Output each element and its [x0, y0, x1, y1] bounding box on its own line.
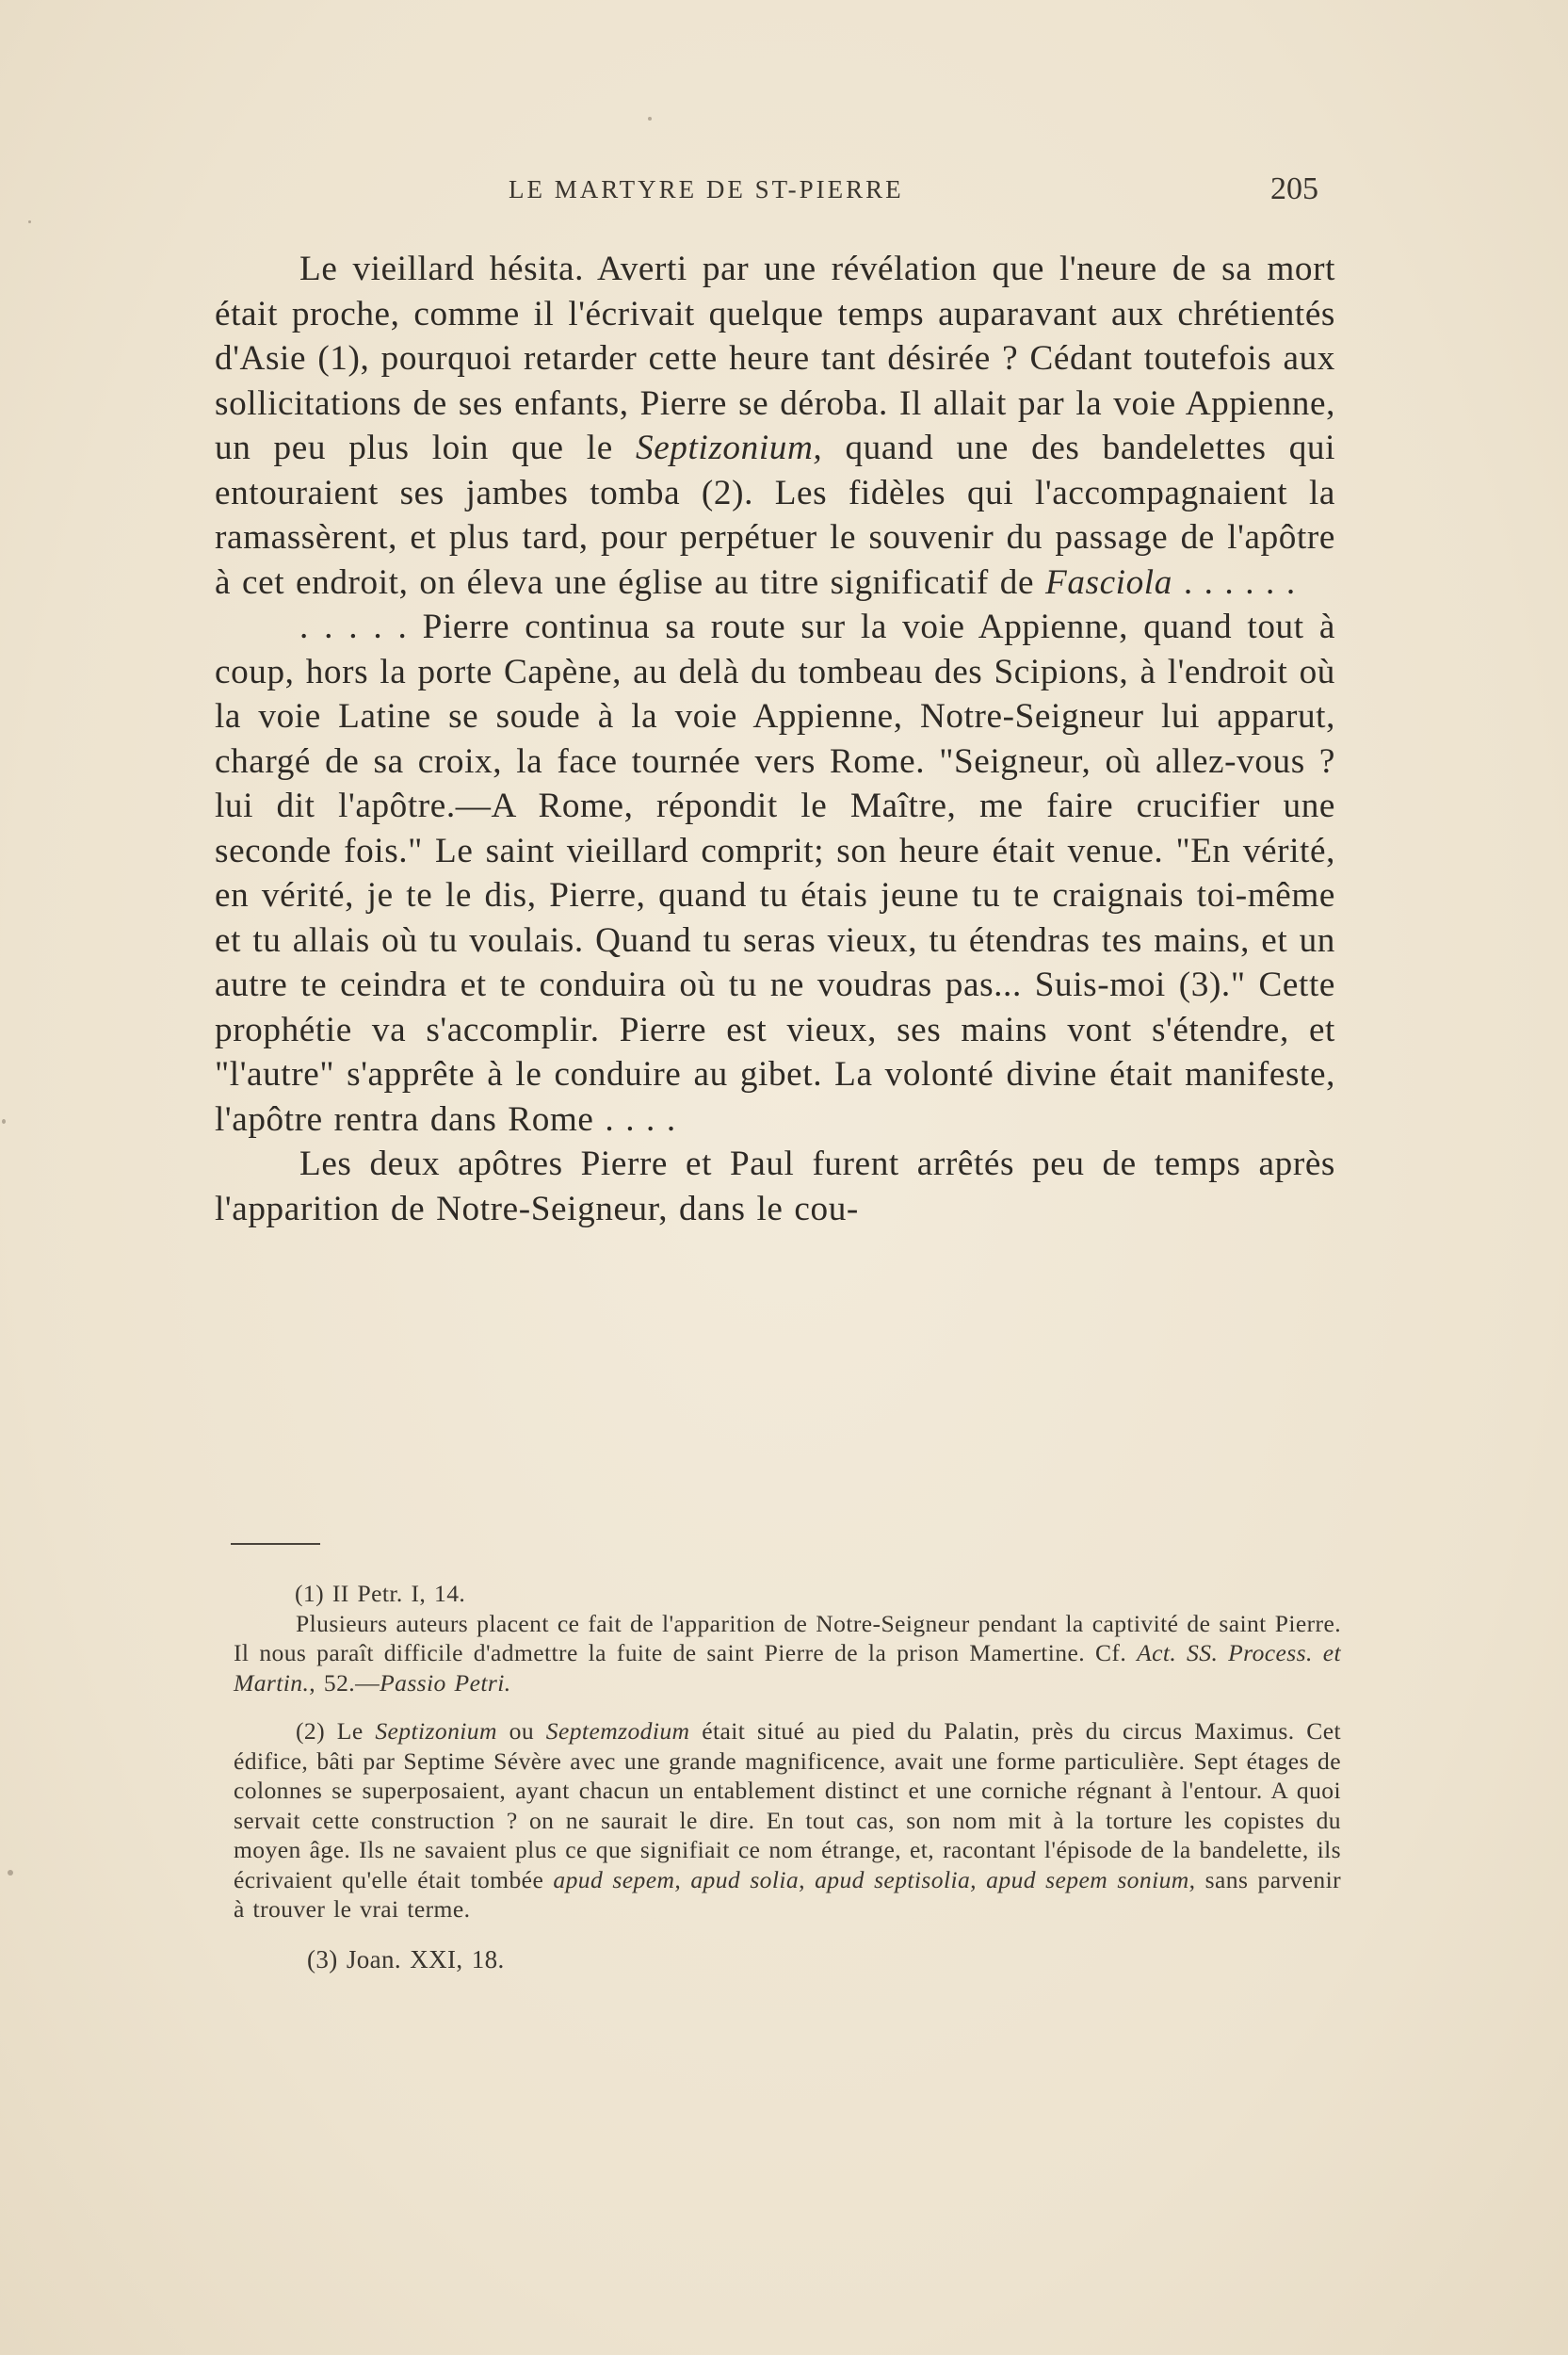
paragraph-1-text-a: Le vieillard hésita. Averti par une révélation que l'neure de sa mort était proche, comme il l'écrivait quelque temps auparavant aux chrétientés d'Asie (1), pourquoi retarder cette heure tant désirée ? Cédant toutefois aux sollicitations de ses enfants, Pierre se déroba. Il allait par la voie Appienne, un peu plus loin que le — [215, 250, 1335, 467]
footnote-3: (3) Joan. XXI, 18. — [307, 1944, 505, 1973]
footnote-1-text-a: Plusieurs auteurs placent ce fait de l'apparition de Notre-Seigneur pendant la captivité de saint Pierre. Il nous paraît difficile d'admettre la fuite de saint Pierre de la prison Mamertine. Cf. — [234, 1609, 1341, 1666]
footnotes — [234, 1579, 1341, 1974]
footnote-2-text-b: ou — [496, 1717, 546, 1745]
running-head: LE MARTYRE DE ST-PIERRE — [509, 175, 904, 203]
paper-speck — [28, 220, 31, 223]
footnote-rule — [231, 1543, 320, 1545]
paragraph-1-italic-fasciola: Fasciola — [1045, 562, 1172, 602]
page-header — [217, 171, 1328, 213]
footnote-2-text-c: était situé au pied du Palatin, près du circus Maximus. Cet édifice, bâti par Septime Sévère avec une grande magnificence, avait une forme particulière. Sept étages de colonnes se superposaient, ayant chacun un entablement distinct et une corniche régnant à l'entour. A quoi servait cette construction ? on ne saurait le dire. En tout cas, son nom mit à la torture les copistes du moyen âge. Ils ne savaient plus ce que signifiait ce nom étrange, et, racontant l'épisode de la bandelette, ils écrivaient qu'elle était tombée — [234, 1717, 1341, 1893]
main-text — [215, 247, 1335, 1231]
footnote-2-italic-septizonium: Septizonium — [375, 1717, 497, 1745]
paragraph-1-italic-septizonium: Septizonium, — [636, 429, 823, 467]
paragraph-1 — [215, 247, 1335, 605]
footnote-1-ref: (1) II Petr. I, 14. — [295, 1580, 466, 1607]
footnote-1-italic-passio: Passio Petri. — [380, 1668, 511, 1697]
paragraph-3: Les deux apôtres Pierre et Paul furent arrêtés peu de temps après l'apparition de Notre-Seigneur, dans le cou- — [215, 1145, 1335, 1228]
footnote-2 — [234, 1716, 1341, 1925]
page-number: 205 — [1270, 171, 1318, 206]
paper-speck — [8, 1870, 13, 1876]
footnote-1-italic-act: Act. SS. Process. et Martin. — [234, 1639, 1341, 1697]
paper-speck — [648, 117, 652, 121]
paragraph-1-text-b: quand une des bandelettes qui entouraient ses jambes tomba (2). Les fidèles qui l'accompagnaient la ramassèrent, et plus tard, pour perpétuer le souvenir du passage de l'apôtre à cet endroit, on éleva une église au titre significatif de — [215, 429, 1336, 602]
footnote-2-text-a: (2) Le — [296, 1717, 376, 1745]
footnote-2-text-d: sans parvenir à trouver le vrai terme. — [234, 1865, 1342, 1923]
paragraph-2: . . . . . Pierre continua sa route sur la voie Appienne, quand tout à coup, hors la porte Capène, au delà du tombeau des Scipions, à l'endroit où la voie Latine se soude à la voie Appienne, Notre-Seigneur lui apparut, chargé de sa croix, la face tournée vers Rome. "Seigneur, où allez-vous ? lui dit l'apôtre.—A Rome, répondit le Maître, me faire crucifier une seconde fois." Le saint vieillard comprit; son heure était venue. "En vérité, en vérité, je te le dis, Pierre, quand tu étais jeune tu te craignais toi-même et tu allais où tu voulais. Quand tu seras vieux, tu étendras tes mains, et un autre te ceindra et te conduira où tu ne voudras pas... Suis-moi (3)." Cette prophétie va s'accomplir. Pierre est vieux, ses mains vont s'étendre, et "l'autre" s'apprête à le conduire au gibet. La volonté divine était manifeste, l'apôtre rentra dans Rome . . . . — [215, 608, 1335, 1139]
footnote-2-italic-septemzodium: Septemzodium — [545, 1717, 690, 1745]
paragraph-1-text-c: . . . . . . — [1172, 562, 1296, 602]
footnote-2-italic-apud: apud sepem, apud solia, apud septisolia, apud sepem sonium, — [553, 1865, 1196, 1893]
footnote-1-text-b: , 52.— — [309, 1668, 380, 1697]
paper-speck — [2, 1119, 6, 1124]
footnote-1-text — [234, 1609, 1341, 1698]
